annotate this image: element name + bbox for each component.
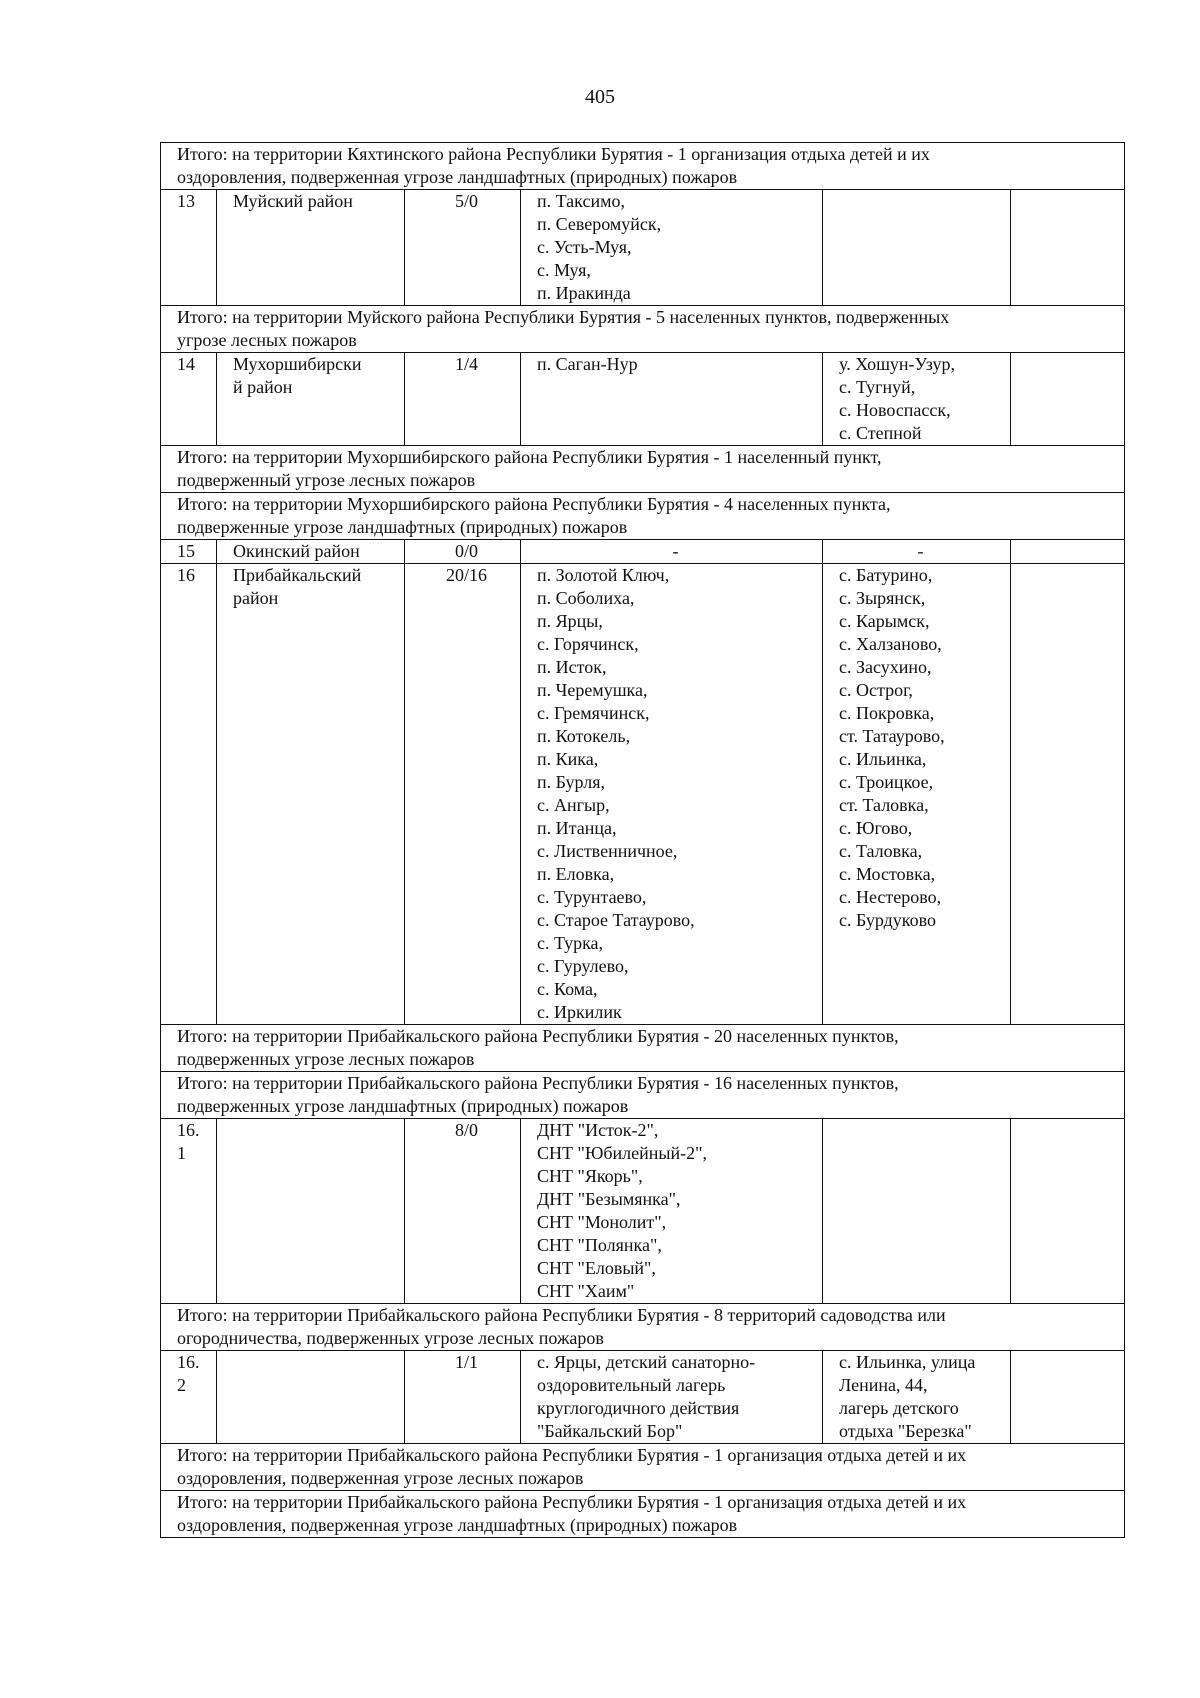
note-cell (1011, 1119, 1125, 1304)
row-number: 13 (161, 190, 217, 306)
row-number: 16. 2 (161, 1351, 217, 1444)
row-number: 15 (161, 540, 217, 564)
landscape-fire-settlements: с. Ильинка, улица Ленина, 44, лагерь детского отдыха "Березка" (823, 1351, 1011, 1444)
summary-text: Итого: на территории Прибайкальского района Республики Бурятия - 8 территорий садоводства или огородничества, подверженных угрозе лесных пожаров (161, 1304, 1125, 1351)
fire-risk-table (160, 142, 1125, 1538)
settlement-count: 5/0 (405, 190, 521, 306)
note-cell (1011, 190, 1125, 306)
table-row (161, 564, 1125, 1025)
settlement-count: 1/4 (405, 353, 521, 446)
summary-text: Итого: на территории Прибайкальского района Республики Бурятия - 1 организация отдыха детей и их оздоровления, подверженная угрозе ландшафтных (природных) пожаров (161, 1491, 1125, 1538)
summary-row (161, 1491, 1125, 1538)
table-row (161, 1119, 1125, 1304)
summary-row (161, 143, 1125, 190)
summary-row (161, 1025, 1125, 1072)
summary-row (161, 446, 1125, 493)
district-name: Муйский район (217, 190, 405, 306)
row-number: 16 (161, 564, 217, 1025)
row-number: 14 (161, 353, 217, 446)
table-row (161, 1351, 1125, 1444)
settlement-count: 20/16 (405, 564, 521, 1025)
summary-text: Итого: на территории Мухоршибирского района Республики Бурятия - 4 населенных пункта, подверженные угрозе ландшафтных (природных) пожаров (161, 493, 1125, 540)
district-name (217, 1351, 405, 1444)
summary-text: Итого: на территории Прибайкальского района Республики Бурятия - 1 организация отдыха детей и их оздоровления, подверженная угрозе лесных пожаров (161, 1444, 1125, 1491)
summary-row (161, 493, 1125, 540)
note-cell (1011, 540, 1125, 564)
settlement-count: 0/0 (405, 540, 521, 564)
summary-text: Итого: на территории Муйского района Республики Бурятия - 5 населенных пунктов, подверженных угрозе лесных пожаров (161, 306, 1125, 353)
note-cell (1011, 564, 1125, 1025)
note-cell (1011, 1351, 1125, 1444)
forest-fire-settlements: п. Таксимо, п. Северомуйск, с. Усть-Муя, с. Муя, п. Иракинда (521, 190, 823, 306)
forest-fire-settlements: с. Ярцы, детский санаторно- оздоровительный лагерь круглогодичного действия "Байкальский Бор" (521, 1351, 823, 1444)
forest-fire-settlements: - (521, 540, 823, 564)
row-number: 16. 1 (161, 1119, 217, 1304)
landscape-fire-settlements: у. Хошун-Узур, с. Тугнуй, с. Новоспасск, с. Степной (823, 353, 1011, 446)
summary-text: Итого: на территории Кяхтинского района Республики Бурятия - 1 организация отдыха детей и их оздоровления, подверженная угрозе ландшафтных (природных) пожаров (161, 143, 1125, 190)
landscape-fire-settlements (823, 1119, 1011, 1304)
note-cell (1011, 353, 1125, 446)
settlement-count: 1/1 (405, 1351, 521, 1444)
forest-fire-settlements: п. Золотой Ключ, п. Соболиха, п. Ярцы, с. Горячинск, п. Исток, п. Черемушка, с. Гремячинск, п. Котокель, п. Кика, п. Бурля, с. Ангыр, п. Итанца, с. Лиственничное, п. Еловка, с. Турунтаево, с. Старое Татаурово, с. Турка, с. Гурулево, с. Кома, с. Иркилик (521, 564, 823, 1025)
summary-row (161, 1072, 1125, 1119)
table-row (161, 540, 1125, 564)
table-row (161, 353, 1125, 446)
forest-fire-settlements: ДНТ "Исток-2", СНТ "Юбилейный-2", СНТ "Якорь", ДНТ "Безымянка", СНТ "Монолит", СНТ "Полянка", СНТ "Еловый", СНТ "Хаим" (521, 1119, 823, 1304)
summary-row (161, 306, 1125, 353)
district-name: Окинский район (217, 540, 405, 564)
district-name (217, 1119, 405, 1304)
page-number: 405 (585, 86, 615, 108)
forest-fire-settlements: п. Саган-Нур (521, 353, 823, 446)
district-name: Мухоршибирски й район (217, 353, 405, 446)
settlement-count: 8/0 (405, 1119, 521, 1304)
summary-row (161, 1444, 1125, 1491)
landscape-fire-settlements: - (823, 540, 1011, 564)
landscape-fire-settlements: с. Батурино, с. Зырянск, с. Карымск, с. Халзаново, с. Засухино, с. Острог, с. Покровка, ст. Татаурово, с. Ильинка, с. Троицкое, ст. Таловка, с. Югово, с. Таловка, с. Мостовка, с. Нестерово, с. Бурдуково (823, 564, 1011, 1025)
summary-text: Итого: на территории Прибайкальского района Республики Бурятия - 20 населенных пунктов, подверженных угрозе лесных пожаров (161, 1025, 1125, 1072)
summary-text: Итого: на территории Прибайкальского района Республики Бурятия - 16 населенных пунктов, подверженных угрозе ландшафтных (природных) пожаров (161, 1072, 1125, 1119)
district-name: Прибайкальский район (217, 564, 405, 1025)
summary-row (161, 1304, 1125, 1351)
landscape-fire-settlements (823, 190, 1011, 306)
table-row (161, 190, 1125, 306)
summary-text: Итого: на территории Мухоршибирского района Республики Бурятия - 1 населенный пункт, подверженный угрозе лесных пожаров (161, 446, 1125, 493)
